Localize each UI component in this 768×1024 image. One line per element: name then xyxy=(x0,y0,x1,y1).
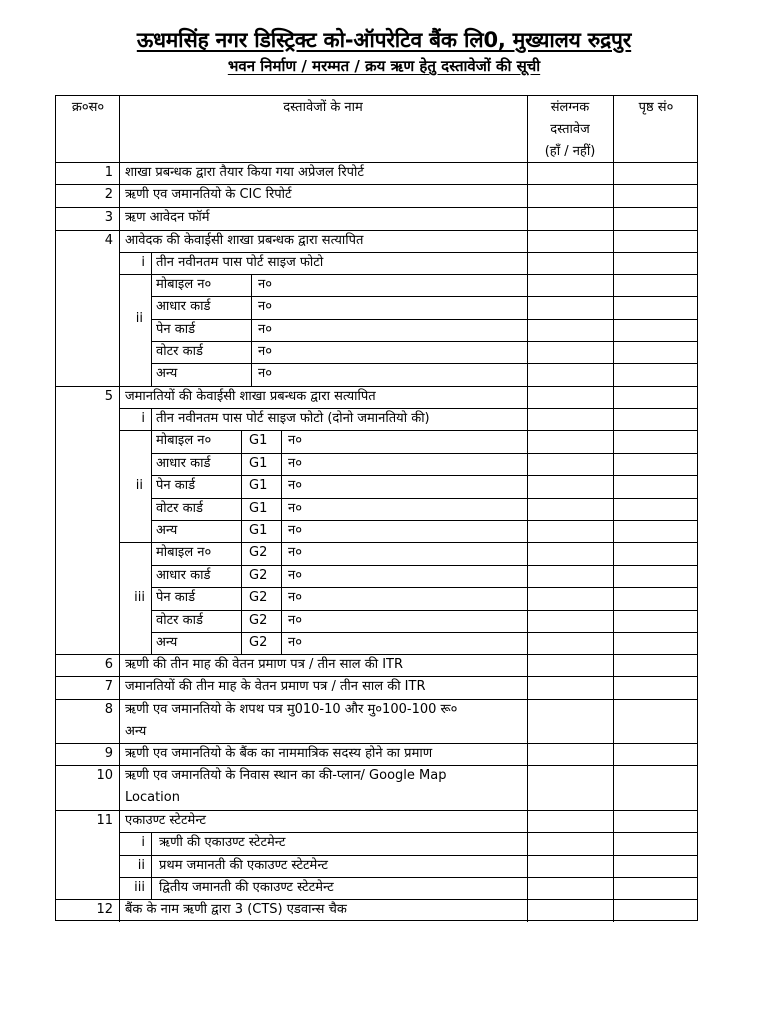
header-document-name: दस्तावेजों के नाम xyxy=(283,100,363,115)
row-document-name: बैंक के नाम ऋणी द्वारा 3 (CTS) एडवान्स चैक xyxy=(125,902,347,917)
kyc-number-label: न० xyxy=(288,590,302,605)
row-number: 7 xyxy=(104,679,113,694)
sub-index: iii xyxy=(134,880,145,895)
table-rule xyxy=(241,430,242,654)
sub-index: ii xyxy=(135,311,143,326)
row-document-name: ऋण आवेदन फॉर्म xyxy=(125,210,210,225)
row-number: 2 xyxy=(104,187,113,202)
kyc-document-label: पेन कार्ड xyxy=(156,590,196,605)
sub-index: ii xyxy=(137,858,145,873)
table-rule xyxy=(613,96,614,922)
kyc-document-label: आधार कार्ड xyxy=(156,568,211,583)
guarantor-label: G2 xyxy=(249,568,268,583)
kyc-number-label: न० xyxy=(288,545,302,560)
row-document-name: ऋणी एव जमानतियो के निवास स्थान का की-प्लान/ Google Map xyxy=(125,768,447,783)
documents-table xyxy=(55,95,698,921)
header-attached-line3: (हाँ / नहीं) xyxy=(544,144,596,159)
kyc-document-label: वोटर कार्ड xyxy=(156,501,203,516)
guarantor-label: G2 xyxy=(249,635,268,650)
row-number: 1 xyxy=(104,165,113,180)
kyc-document-label: अन्य xyxy=(156,523,178,538)
guarantor-label: G2 xyxy=(249,590,268,605)
kyc-document-label: अन्य xyxy=(156,366,178,381)
header-serial-number: क्र०स० xyxy=(71,100,105,115)
table-rule xyxy=(151,520,698,521)
account-statement-item: प्रथम जमानती की एकाउण्ट स्टेटमेन्ट xyxy=(159,858,328,873)
table-rule xyxy=(151,453,698,454)
kyc-number-label: न० xyxy=(288,635,302,650)
row-number: 5 xyxy=(104,389,113,404)
sub-index: i xyxy=(141,255,145,270)
kyc-document-label: पेन कार्ड xyxy=(156,478,196,493)
row-number: 9 xyxy=(104,746,113,761)
kyc-number-label: न० xyxy=(288,433,302,448)
kyc-number-label: न० xyxy=(258,366,272,381)
guarantor-label: G1 xyxy=(249,433,268,448)
document-title: ऊधमसिंह नगर डिस्ट्रिक्ट को-ऑपरेटिव बैंक लि0, मुख्यालय रुद्रपुर xyxy=(136,28,632,52)
header-page-number: पृष्ठ सं० xyxy=(638,100,674,115)
kyc-number-label: न० xyxy=(288,478,302,493)
table-rule xyxy=(151,610,698,611)
kyc-number-label: न० xyxy=(258,344,272,359)
guarantor-label: G1 xyxy=(249,478,268,493)
table-rule xyxy=(119,96,120,922)
row-document-name: ऋणी की तीन माह की वेतन प्रमाण पत्र / तीन साल की ITR xyxy=(125,657,404,672)
row-number: 10 xyxy=(96,768,113,783)
row-document-name: जमानतियों की केवाईसी शाखा प्रबन्धक द्वारा सत्यापित xyxy=(125,389,376,404)
header-attached-line2: दस्तावेज xyxy=(550,122,590,137)
kyc-number-label: न० xyxy=(288,523,302,538)
table-rule xyxy=(151,341,698,342)
guarantor-label: G1 xyxy=(249,501,268,516)
row-document-name-continued: Location xyxy=(125,790,180,805)
row-document-name: जमानतियों की तीन माह के वेतन प्रमाण पत्र / तीन साल की ITR xyxy=(125,679,426,694)
table-rule xyxy=(151,565,698,566)
guarantor-label: G2 xyxy=(249,545,268,560)
kyc-number-label: न० xyxy=(258,299,272,314)
row-document-name: शाखा प्रबन्धक द्वारा तैयार किया गया अप्रेजल रिपोर्ट xyxy=(125,165,364,180)
guarantor-label: G1 xyxy=(249,456,268,471)
account-statement-item: ऋणी की एकाउण्ट स्टेटमेन्ट xyxy=(159,835,286,850)
kyc-number-label: न० xyxy=(258,322,272,337)
row-number: 8 xyxy=(104,702,113,717)
kyc-number-label: न० xyxy=(288,456,302,471)
kyc-document-label: वोटर कार्ड xyxy=(156,344,203,359)
kyc-document-label: मोबाइल न० xyxy=(156,277,212,292)
kyc-document-label: आधार कार्ड xyxy=(156,299,211,314)
header-attached-line1: संलग्नक xyxy=(550,100,590,115)
table-rule xyxy=(251,274,252,386)
kyc-document-label: मोबाइल न० xyxy=(156,545,212,560)
document-subtitle: भवन निर्माण / मरम्मत / क्रय ऋण हेतु दस्तावेजों की सूची xyxy=(227,57,541,75)
kyc-document-label: अन्य xyxy=(156,635,178,650)
table-rule xyxy=(151,296,698,297)
kyc-document-label: पेन कार्ड xyxy=(156,322,196,337)
table-rule xyxy=(151,252,152,386)
guarantor-label: G2 xyxy=(249,613,268,628)
kyc-number-label: न० xyxy=(258,277,272,292)
table-rule xyxy=(151,587,698,588)
kyc-document-label: आधार कार्ड xyxy=(156,456,211,471)
kyc-number-label: न० xyxy=(288,568,302,583)
row-document-name: ऋणी एव जमानतियो के शपथ पत्र मु010-10 और मु०100-100 रू० xyxy=(125,702,458,717)
row-number: 3 xyxy=(104,210,113,225)
row-document-name: ऋणी एव जमानतियो के बैंक का नाममात्रिक सदस्य होने का प्रमाण xyxy=(125,746,433,761)
row-document-name: ऋणी एव जमानतियो के CIC रिपोर्ट xyxy=(125,187,292,202)
photo-requirement: तीन नवीनतम पास पोर्ट साइज फोटो xyxy=(156,255,324,270)
account-statement-item: द्वितीय जमानती की एकाउण्ट स्टेटमेन्ट xyxy=(159,880,334,895)
table-rule xyxy=(281,430,282,654)
row-number: 6 xyxy=(104,657,113,672)
row-document-name-continued: अन्य xyxy=(125,724,147,739)
photo-requirement: तीन नवीनतम पास पोर्ट साइज फोटो (दोनो जमानतियो की) xyxy=(156,411,430,426)
table-rule xyxy=(151,632,698,633)
kyc-document-label: वोटर कार्ड xyxy=(156,613,203,628)
sub-index: i xyxy=(141,835,145,850)
row-number: 11 xyxy=(96,813,113,828)
row-number: 4 xyxy=(104,233,113,248)
row-document-name: आवेदक की केवाईसी शाखा प्रबन्धक द्वारा सत्यापित xyxy=(125,233,364,248)
row-number: 12 xyxy=(96,902,113,917)
kyc-number-label: न० xyxy=(288,501,302,516)
sub-index: ii xyxy=(135,478,143,493)
table-rule xyxy=(151,832,152,899)
table-rule xyxy=(151,408,152,654)
row-document-name: एकाउण्ट स्टेटमेन्ट xyxy=(125,813,206,828)
table-rule xyxy=(151,363,698,364)
table-rule xyxy=(527,96,528,922)
table-rule xyxy=(151,498,698,499)
sub-index: i xyxy=(141,411,145,426)
table-rule xyxy=(151,319,698,320)
kyc-number-label: न० xyxy=(288,613,302,628)
guarantor-label: G1 xyxy=(249,523,268,538)
table-rule xyxy=(151,475,698,476)
sub-index: iii xyxy=(134,590,145,605)
kyc-document-label: मोबाइल न० xyxy=(156,433,212,448)
